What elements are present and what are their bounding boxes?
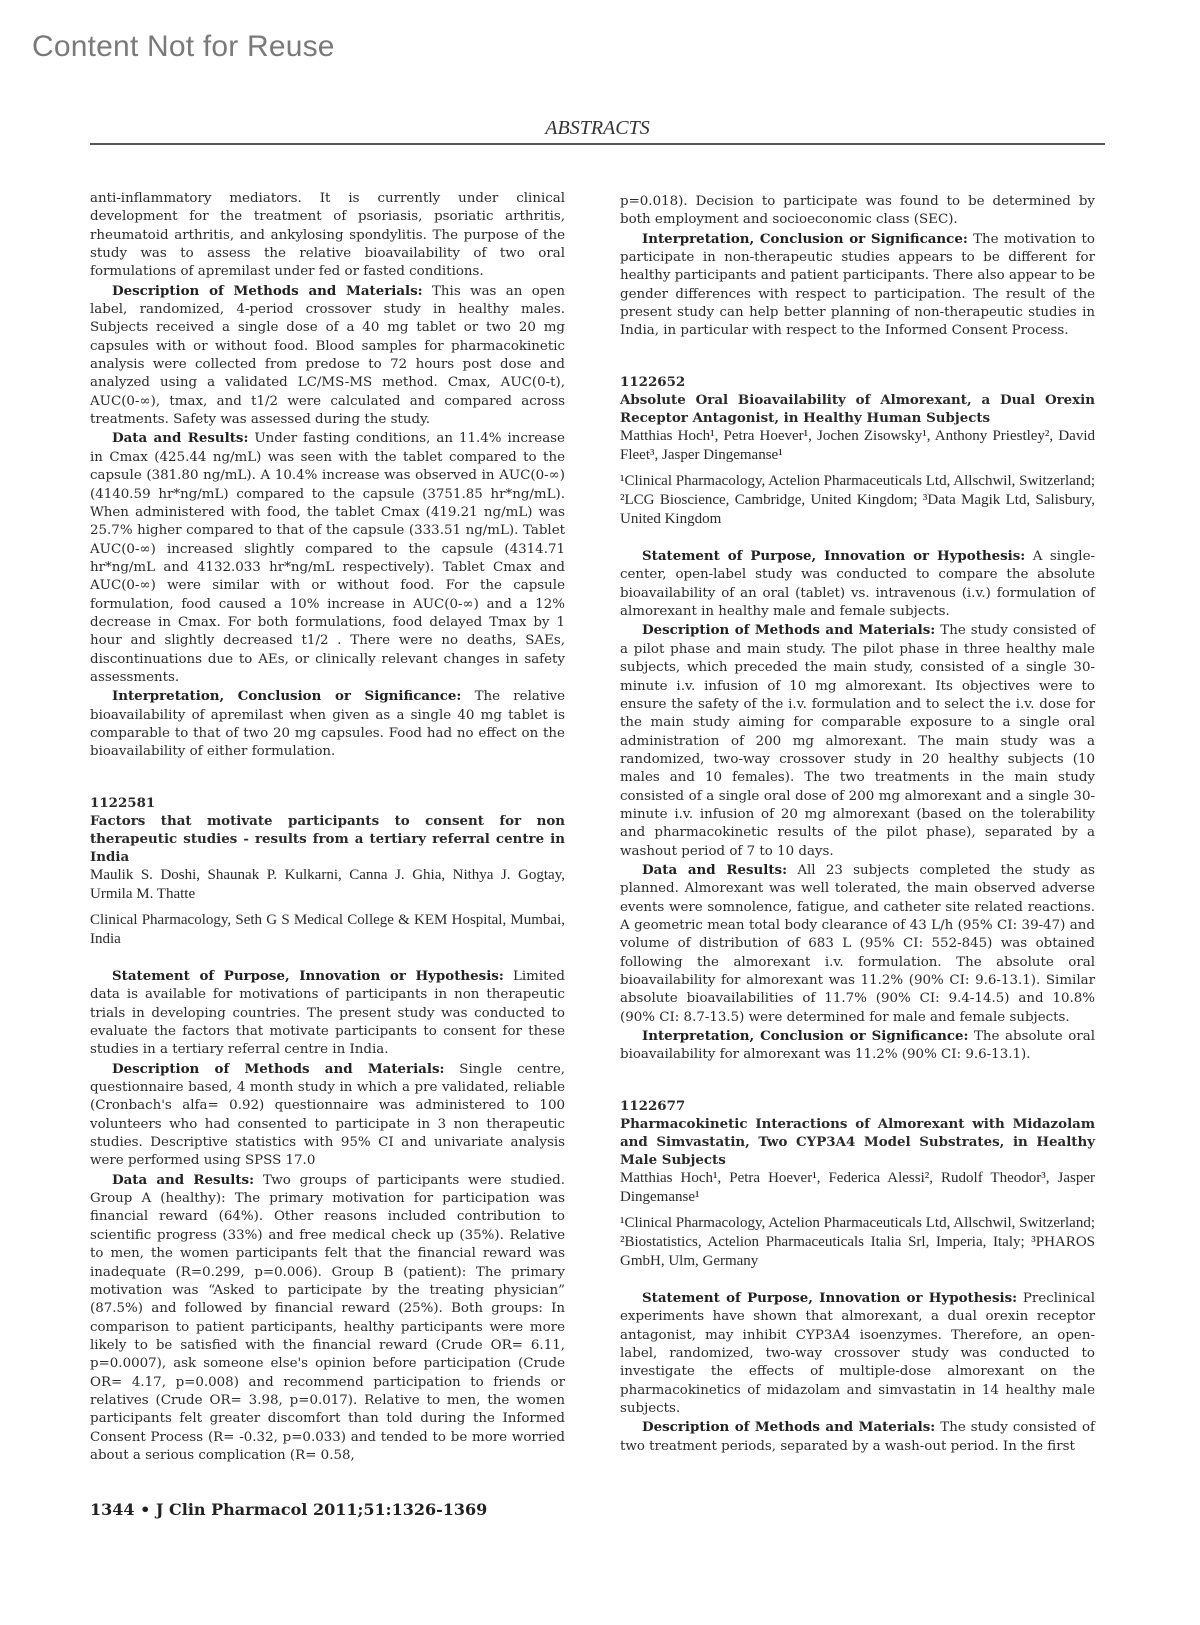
abstract-authors: Matthias Hoch¹, Petra Hoever¹, Federica Alessi², Rudolf Theodor³, Jasper Dingemanse¹ [620, 1170, 1095, 1206]
section-text: A single-center, open-label study was conducted to compare the absolute bioavailability of an oral (tablet) vs. intravenous (i.v.) formulation of almorexant in healthy male and female subjects. [620, 549, 1096, 620]
abstract-affiliation: ¹Clinical Pharmacology, Actelion Pharmaceuticals Ltd, Allschwil, Switzerland; ²Biostatistics, Actelion Pharmaceuticals Italia Srl, Imperia, Italy; ³PHAROS GmbH, Ulm, Germany [620, 1215, 1095, 1270]
section-heading: Statement of Purpose, Innovation or Hypothesis: [642, 548, 1026, 565]
abstract-results-continued: p=0.018). Decision to participate was found to be determined by both employment and socioeconomic class (SEC). [620, 194, 1095, 228]
section-heading: Data and Results: [112, 430, 249, 447]
section-heading: Description of Methods and Materials: [642, 622, 936, 639]
section-heading: Data and Results: [112, 1171, 255, 1188]
abstract-purpose [90, 967, 565, 1060]
section-text: The absolute oral bioavailability for almorexant was 11.2% (90% CI: 9.6-13.1). [620, 1029, 1095, 1063]
right-column [620, 193, 1095, 1456]
section-heading: Statement of Purpose, Innovation or Hypothesis: [642, 1290, 1018, 1307]
section-text: This was an open label, randomized, 4-period crossover study in healthy males. Subjects received a single dose of a 40 mg tablet or two 20 mg capsules with or without food. Blood samples for pharmacokinetic analysis were collected from predose to 72 hours post dose and analyzed using a validated LC/MS-MS method. Cmax, AUC(0-t), AUC(0-∞), tmax, and t1/2 were calculated and compared across treatments. Safety was assessed during the study. [90, 283, 565, 428]
abstract-interpretation [620, 1027, 1095, 1065]
section-heading: Statement of Purpose, Innovation or Hypothesis: [112, 968, 504, 984]
section-text: The motivation to participate in non-therapeutic studies appears to be different for healthy participants and patient participants. There also appear to be gender differences with respect to participation. The result of the present study can help better planning of non-therapeutic studies in India, in particular with respect to the Informed Consent Process. [620, 231, 1095, 339]
section-heading: Interpretation, Conclusion or Significance: [642, 1028, 969, 1045]
abstract-id: 1122652 [620, 373, 686, 390]
abstract-interpretation [620, 230, 1095, 341]
header-rule [90, 143, 1105, 145]
abstract-affiliation: ¹Clinical Pharmacology, Actelion Pharmaceuticals Ltd, Allschwil, Switzerland; ²LCG Bioscience, Cambridge, United Kingdom; ³Data Magik Ltd, Salisbury, United Kingdom [620, 473, 1095, 528]
section-heading: Description of Methods and Materials: [112, 282, 423, 299]
abstract-continued-interpretation [90, 687, 565, 761]
abstract-purpose [620, 547, 1095, 621]
section-text: The relative bioavailability of apremilast when given as a single 40 mg tablet is comparable to that of two 20 mg capsules. Food had no effect on the bioavailability of either formulation. [90, 689, 565, 760]
abstract-results [620, 861, 1095, 1027]
section-text: Two groups of participants were studied. Group A (healthy): The primary motivation for participation was financial reward (64%). Other reasons included contribution to scientific progress (33%) and free medical check up (35%). Relative to men, the women participants felt that the financial reward was inadequate (R=0.299, p=0.006). Group B (patient): The primary motivation was “Asked to participate by the treating physician” (87.5%) and followed by financial reward (25%). Both groups: In comparison to patient participants, healthy participants were more likely to be satisfied with the financial reward (Crude OR= 6.11, p=0.0007), ask someone else's opinion before participation (Crude OR= 4.17, p=0.008) and recommend participation to friends or relatives (Crude OR= 3.98, p=0.017). Relative to men, the women participants felt greater discomfort than told during the Informed Consent Process (R= -0.32, p=0.033) and tended to be more worried about a serious complication (R= 0.58, [90, 1172, 565, 1463]
section-heading: Data and Results: [642, 861, 788, 878]
abstract-continued-results [90, 429, 565, 687]
section-text: The study consisted of a pilot phase and main study. The pilot phase in three healthy male subjects, which preceded the main study, consisted of a single 30-minute i.v. infusion of 10 mg almorexant. Its objectives were to ensure the safety of the i.v. formulation and to select the i.v. dose for the main study aiming for comparable exposure to a single oral administration of 200 mg almorexant. The main study was a randomized, two-way crossover study in 20 healthy subjects (10 males and 10 females). The two treatments in the main study consisted of a single oral dose of 200 mg almorexant and a single 30-minute i.v. infusion of 20 mg almorexant (based on the tolerability and pharmacokinetic results of the pilot phase), separated by a washout period of 7 to 10 days. [620, 623, 1095, 859]
section-text: Preclinical experiments have shown that almorexant, a dual orexin receptor antagonist, may inhibit CYP3A4 isoenzymes. Therefore, an open-label, randomized, two-way crossover study was conducted to investigate the effects of multiple-dose almorexant on the pharmacokinetics of midazolam and simvastatin in 14 healthy male subjects. [620, 1291, 1095, 1417]
abstract-title: Absolute Oral Bioavailability of Almorexant, a Dual Orexin Receptor Antagonist, in Healthy Human Subjects [620, 392, 1095, 427]
abstract-id: 1122581 [90, 794, 156, 811]
section-text: Limited data is available for motivations of participants in non therapeutic trials in developing countries. The present study was conducted to evaluate the factors that motivate participants to consent for these studies in a tertiary referral centre in India. [90, 969, 565, 1058]
section-heading: Interpretation, Conclusion or Significance: [112, 688, 462, 705]
abstract-title: Factors that motivate participants to consent for non therapeutic studies - results from a tertiary referral centre in India [90, 813, 565, 865]
abstract-purpose [620, 1289, 1095, 1418]
section-heading: Description of Methods and Materials: [112, 1060, 445, 1077]
abstract-methods [90, 1060, 565, 1171]
abstract-id: 1122677 [620, 1097, 686, 1114]
left-column [90, 190, 565, 1465]
running-head: ABSTRACTS [545, 117, 650, 139]
section-heading: Interpretation, Conclusion or Significance: [642, 230, 968, 247]
section-heading: Description of Methods and Materials: [642, 1419, 936, 1436]
abstract-authors: Matthias Hoch¹, Petra Hoever¹, Jochen Zisowsky¹, Anthony Priestley², David Fleet³, Jasper Dingemanse¹ [620, 428, 1095, 464]
section-text: Under fasting conditions, an 11.4% increase in Cmax (425.44 ng/mL) was seen with the tablet compared to the capsule (381.80 ng/mL). A 10.4% increase was observed in AUC(0-∞) (4140.59 hr*ng/mL) compared to the capsule (3751.85 hr*ng/mL). When administered with food, the tablet Cmax (419.21 ng/mL) was 25.7% higher compared to that of the capsule (333.51 ng/mL). Tablet AUC(0-∞) increased slightly compared to the capsule (4314.71 hr*ng/mL and 4132.033 hr*ng/mL respectively). Tablet Cmax and AUC(0-∞) were similar with or without food. For the capsule formulation, food caused a 10% increase in AUC(0-∞) and a 12% decrease in Cmax. For both formulations, food delayed Tmax by 1 hour and slightly decreased t1/2 . There were no deaths, SAEs, discontinuations due to AEs, or clinically relevant changes in safety assessments. [90, 431, 565, 685]
abstract-methods [620, 1418, 1095, 1456]
page-footer: 1344 • J Clin Pharmacol 2011;51:1326-1369 [90, 1500, 488, 1519]
abstract-authors: Maulik S. Doshi, Shaunak P. Kulkarni, Canna J. Ghia, Nithya J. Gogtay, Urmila M. Thatte [90, 867, 565, 902]
abstract-title: Pharmacokinetic Interactions of Almorexant with Midazolam and Simvastatin, Two CYP3A4 Model Substrates, in Healthy Male Subjects [620, 1116, 1095, 1169]
section-text: The study consisted of two treatment periods, separated by a wash-out period. In the first [620, 1420, 1095, 1454]
abstract-affiliation: Clinical Pharmacology, Seth G S Medical College & KEM Hospital, Mumbai, India [90, 912, 565, 947]
abstract-continued-methods [90, 282, 565, 430]
watermark: Content Not for Reuse [32, 30, 335, 63]
section-text: All 23 subjects completed the study as planned. Almorexant was well tolerated, the main observed adverse events were somnolence, fatigue, and catheter site related reactions. A geometric mean total body clearance of 43 L/h (95% CI: 39-47) and volume of distribution of 683 L (95% CI: 552-845) was obtained following the almorexant i.v. formulation. The absolute oral bioavailability for almorexant was 11.2% (90% CI: 9.6-13.1). Similar absolute bioavailabilities of 11.7% (90% CI: 9.4-14.5) and 10.8% (90% CI: 8.7-13.5) were determined for male and female subjects. [620, 862, 1095, 1025]
abstract-results [90, 1171, 565, 1466]
abstract-methods [620, 621, 1095, 860]
section-text: Single centre, questionnaire based, 4 month study in which a pre validated, reliable (Cronbach's alfa= 0.92) questionnaire was administered to 100 volunteers who had consented to participate in 3 non therapeutic studies. Descriptive statistics with 95% CI and univariate analysis were performed using SPSS 17.0 [90, 1061, 565, 1169]
abstract-continued-intro: anti-inflammatory mediators. It is currently under clinical development for the treatment of psoriasis, psoriatic arthritis, rheumatoid arthritis, and ankylosing spondylitis. The purpose of the study was to assess the relative bioavailability of two oral formulations of apremilast under fed or fasted conditions. [90, 191, 565, 280]
